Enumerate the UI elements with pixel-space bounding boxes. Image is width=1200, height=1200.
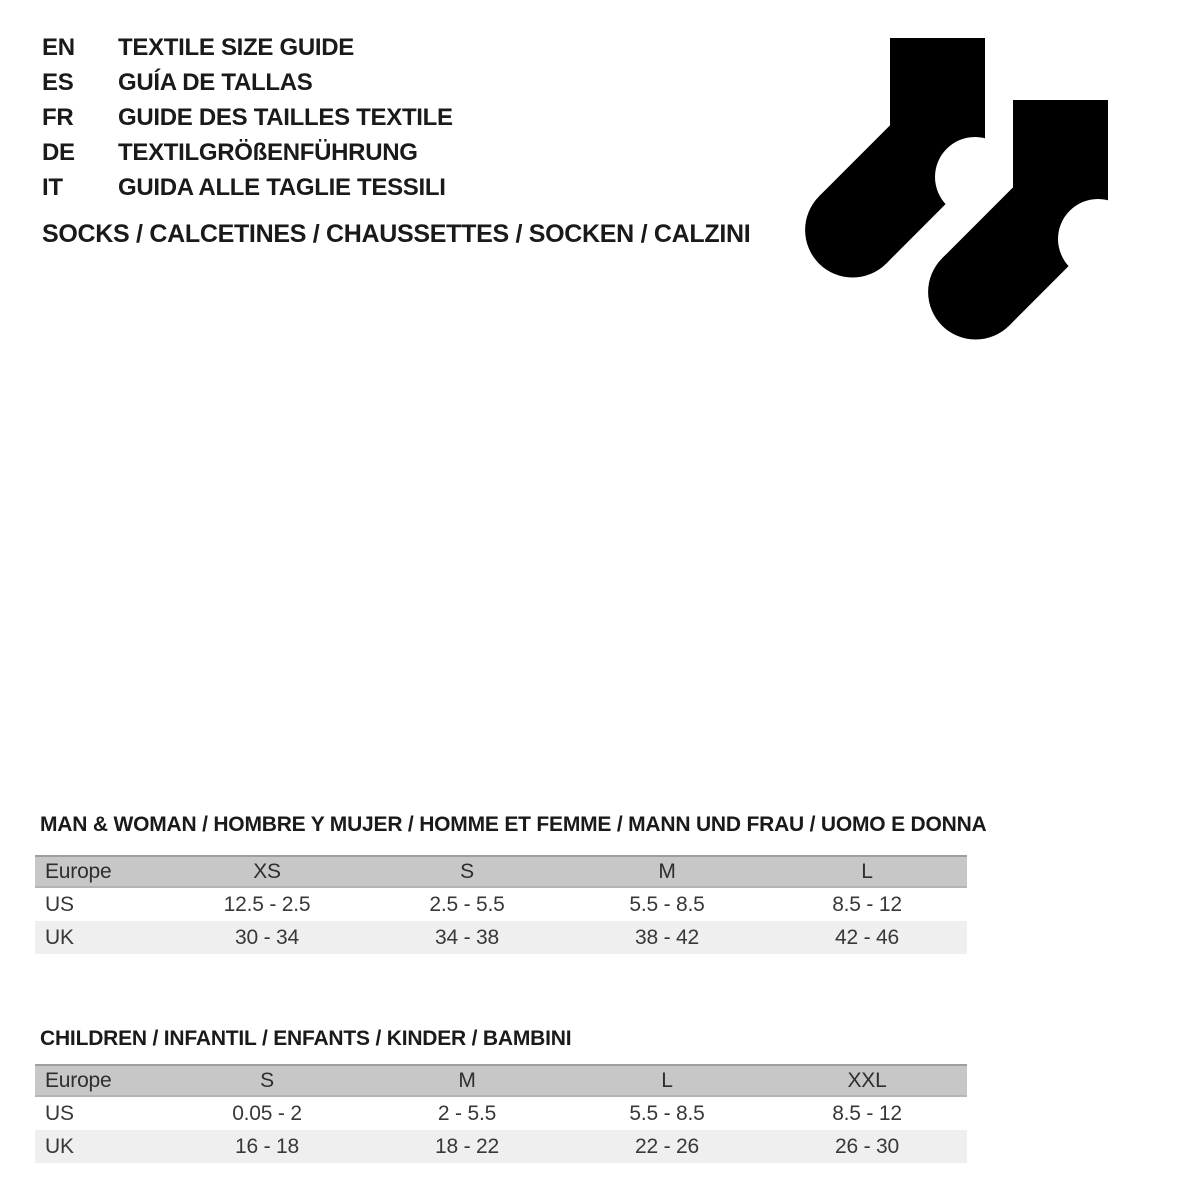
language-row-fr xyxy=(42,100,453,135)
language-code: DE xyxy=(42,139,75,166)
size-cell: 42 - 46 xyxy=(835,926,899,949)
size-cell: 38 - 42 xyxy=(635,926,699,949)
language-row-en xyxy=(42,30,453,65)
language-code: IT xyxy=(42,174,63,201)
table-row-uk xyxy=(35,1130,967,1163)
size-cell: 30 - 34 xyxy=(235,926,299,949)
language-row-it xyxy=(42,170,453,205)
language-row-es xyxy=(42,65,453,100)
column-header: M xyxy=(458,1069,476,1092)
row-label: US xyxy=(45,1102,74,1125)
size-table-children xyxy=(35,1064,967,1163)
language-label: GUIDA ALLE TAGLIE TESSILI xyxy=(118,174,446,201)
column-header: S xyxy=(460,860,474,883)
category-title: SOCKS / CALCETINES / CHAUSSETTES / SOCKEN / CALZINI xyxy=(42,220,751,248)
socks-icon xyxy=(800,38,1120,350)
column-header: S xyxy=(260,1069,274,1092)
size-cell: 16 - 18 xyxy=(235,1135,299,1158)
table-header-row xyxy=(35,855,967,888)
column-header: L xyxy=(861,860,873,883)
size-cell: 5.5 - 8.5 xyxy=(629,893,705,916)
language-row-de xyxy=(42,135,453,170)
column-header: Europe xyxy=(45,860,112,883)
language-list xyxy=(42,30,453,205)
size-cell: 8.5 - 12 xyxy=(832,1102,902,1125)
table-title-children: CHILDREN / INFANTIL / ENFANTS / KINDER / BAMBINI xyxy=(40,1027,572,1050)
table-title-man-woman: MAN & WOMAN / HOMBRE Y MUJER / HOMME ET FEMME / MANN UND FRAU / UOMO E DONNA xyxy=(40,813,987,836)
size-cell: 0.05 - 2 xyxy=(232,1102,302,1125)
size-cell: 34 - 38 xyxy=(435,926,499,949)
column-header: XS xyxy=(253,860,281,883)
language-label: TEXTILE SIZE GUIDE xyxy=(118,34,354,61)
language-code: ES xyxy=(42,69,74,96)
column-header: L xyxy=(661,1069,673,1092)
size-cell: 18 - 22 xyxy=(435,1135,499,1158)
size-cell: 26 - 30 xyxy=(835,1135,899,1158)
table-header-row xyxy=(35,1064,967,1097)
language-label: GUIDE DES TAILLES TEXTILE xyxy=(118,104,453,131)
column-header: M xyxy=(658,860,676,883)
size-cell: 2 - 5.5 xyxy=(437,1102,497,1125)
language-label: TEXTILGRÖßENFÜHRUNG xyxy=(118,139,418,166)
row-label: US xyxy=(45,893,74,916)
size-table-man-woman xyxy=(35,855,967,954)
size-cell: 2.5 - 5.5 xyxy=(429,893,505,916)
table-row-uk xyxy=(35,921,967,954)
language-code: EN xyxy=(42,34,75,61)
language-label: GUÍA DE TALLAS xyxy=(118,69,313,96)
language-code: FR xyxy=(42,104,74,131)
column-header: Europe xyxy=(45,1069,112,1092)
row-label: UK xyxy=(45,1135,74,1158)
column-header: XXL xyxy=(847,1069,887,1092)
table-row-us xyxy=(35,888,967,921)
row-label: UK xyxy=(45,926,74,949)
size-cell: 12.5 - 2.5 xyxy=(223,893,311,916)
size-cell: 22 - 26 xyxy=(635,1135,699,1158)
size-cell: 8.5 - 12 xyxy=(832,893,902,916)
size-cell: 5.5 - 8.5 xyxy=(629,1102,705,1125)
table-row-us xyxy=(35,1097,967,1130)
